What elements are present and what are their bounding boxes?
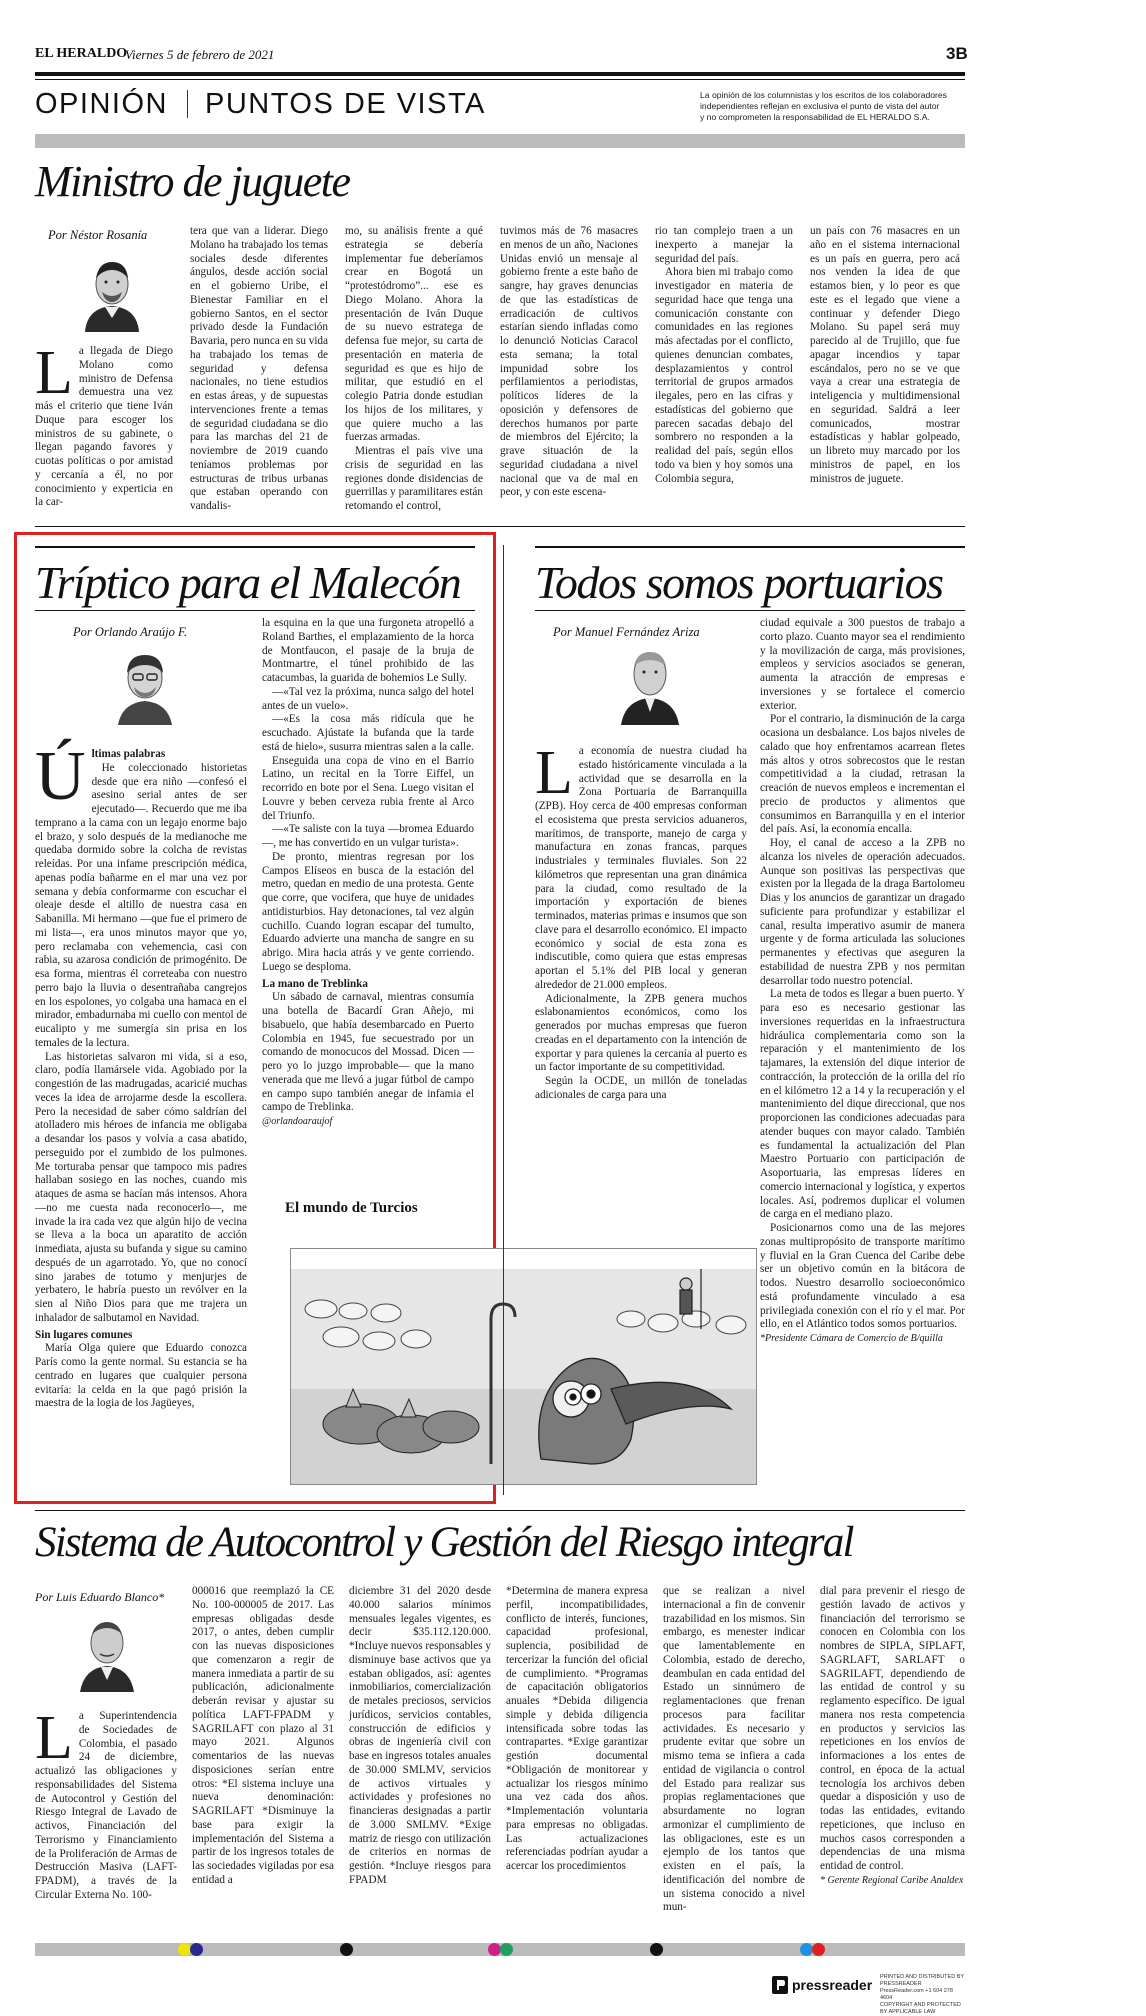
- drop-cap: L: [535, 739, 573, 807]
- pressreader-brand: pressreader: [792, 1977, 873, 1993]
- masthead-rule-thin: [35, 79, 965, 80]
- paragraph: Las historietas salvaron mi vida, si a eso, claro, podía llamársele vida. Agobiado por la congestión de las madrugadas, acaricié muchas veces la idea de arrojarme desde la escollera. Pero la necesidad de saber cómo saldrían del atolladero mis héroes de infancia me obligaba a desandar los pasos y volvía a casa abatido, perseguido por el zumbido de los pulmones. Me torturaba pensar que tampoco mis padres hallaban sosiego en las noches, cuando mis ataques de asma se hacían más intensos. Ahora —no me cuesta nada reconocerlo—, me invade la ira cada vez que algún hijo de vecina se lleva a la boca un aparatito de acción inmediata, ajusta su bufanda y sigue su camino después de un agarrotado. Yo, que no conocí sino jarabes de totumo y menjurjes de yerbatero, le habría puesto un revólver en la sien al Niño Dios para que me trajera un inhalador de salbutamol en Navidad.: [35, 1050, 247, 1324]
- paragraph: Según la OCDE, un millón de toneladas adicionales de carga para una: [535, 1075, 747, 1101]
- registration-mark: [500, 1943, 513, 1956]
- headline-underline: [35, 610, 475, 611]
- author-portrait: [72, 1612, 142, 1692]
- article-column-1: [35, 738, 247, 1411]
- section-divider: [187, 90, 188, 118]
- paragraph: diciembre 31 del 2020 desde 40.000 salarios mínimos mensuales legales vigentes, es decir $35.112.120.000. *Incluye nuevos responsables y disminuye base activos que ya estaban obligados, así: agentes inmobiliarios, comercialización de metales preciosos, servicios jurídicos, servicios contables, construcción de edificios y obras de ingeniería civil con base en ingresos totales anuales de 30.000 SMLMV, servicios de activos virtuales y actividades y profesiones no financieras designadas a partir de 3.000 SMLMV. *Exige matriz de riesgo con utilización de criterios en normas de gestión. *Incluye riesgos para FPADM: [349, 1585, 491, 1886]
- disclaimer-line-3: y no comprometen la responsabilidad de EL HERALDO S.A.: [700, 112, 930, 122]
- fineprint-line: PRINTED AND DISTRIBUTED BY PRESSREADER: [880, 1974, 964, 1987]
- subhead: Sin lugares comunes: [35, 1328, 133, 1341]
- pressreader-icon: [772, 1976, 788, 1994]
- article-column-2: [760, 617, 965, 1346]
- paragraph: dial para prevenir el riesgo de gestión lavado de activos y financiación del terrorismo se conocen en Colombia con los nombres de SIPLA, SIPLAFT, SAGRLAFT, SARLAFT o SAGRILAFT, dependiendo de las entidad de control y su reglamento específico. De igual manera nos resta competencia en productos y servicios las repeticiones en los envíos de informaciones a los entes de control, en época de la actual tecnología los archivos deben quedar a disposición y uso de todas las entidades, evitando repeticiones, que incluso en muchos casos corresponden a dependencias de una misma entidad de control.: [820, 1585, 965, 1872]
- article-column-1: [35, 1704, 177, 1903]
- subhead: La mano de Treblinka: [262, 977, 368, 990]
- pressreader-logo: [772, 1976, 872, 1994]
- article-byline: Por Néstor Rosanía: [48, 228, 148, 242]
- paragraph: Hoy, el canal de acceso a la ZPB no alcanza los niveles de operación adecuados. Aunque son positivas las perspectivas que existen por la llegada de la draga Bartolomeu Dias y los anuncios de garantizar un dragado suficiente para profundizar y estabilizar el canal, resulta imperativo asumir de manera urgente y de forma articulada las soluciones permanentes y efectivas que aseguren la estabilidad de nuestra ZPB y nos permitan desarrollar todo nuestro potencial.: [760, 837, 965, 987]
- subsection-label: PUNTOS DE VISTA: [205, 88, 486, 120]
- paragraph: —«Tal vez la próxima, nunca salgo del hotel antes de un vuelo».: [262, 685, 474, 712]
- paragraph: Por el contrario, la disminución de la carga ocasiona un desbalance. Los bajos niveles de calado que hoy enfrentamos acarrean fletes más altos y otros sobrecostos que le restan competitividad a la ciudad, retrasan la creación de nuevos empleos e incrementan el precio de productos y alimentos que consumimos en Barranquilla y en el interior del país. Así, la economía encalla.: [760, 713, 965, 836]
- paragraph: Posicionarnos como una de las mejores zonas multipropósito de transporte marítimo y fluvial en la Gran Cuenca del Caribe debe ser un objetivo común en la bitácora de todos. Nuestro desarrollo socioeconómico está profundamente vinculado a esa privilegiada conexión con el río y el mar. Por ello, en el Atlántico todos somos portuarios.: [760, 1222, 965, 1331]
- paragraph: 000016 que reemplazó la CE No. 100-000005 de 2017. Las empresas obligadas desde 2017, o antes, deben cumplir con las nuevas disposiciones que comenzaron a regir de manera inmediata a partir de su publicación, adicionalmente deberán revisar y ajustar su política LAFT-FPADM y SAGRILAFT con plazo al 31 mayo 2021. Algunos comentarios de las nuevas disposiciones serían entre otros: *El sistema incluye una nueva denominación: SAGRILAFT *Disminuye la base para exigir la implementación del Sistema a partir de los ingresos totales de las sociedades vigiladas por esa entidad a: [192, 1585, 334, 1886]
- paragraph: la esquina en la que una furgoneta atropelló a Roland Barthes, el emplazamiento de la horca de Montfaucon, el pasaje de la bruja de Montmartre, el túnel prohibido de las catacumbas, la guarida de bohemios Le Sully.: [262, 617, 474, 684]
- headline-rule: [35, 546, 475, 548]
- paragraph: *Determina de manera expresa perfil, incompatibilidades, conflicto de interés, funciones, capacidad profesional, suplencia, posibilidad de tercerizar la función del oficial de cumplimiento. *Programas de capacitación obligatorios anuales *Debida diligencia simple y debida diligencia intensificada sobre todas las contrapartes. *Exige garantizar gestión documental *Obligación de monitorear y actualizar los riesgos mínimo una vez cada dos años. *Implementación voluntaria para empresas no obligadas. Las actualizaciones referenciadas podrían ayudar a acercar los procedimientos: [506, 1585, 648, 1872]
- cartoon-drawing: [291, 1249, 756, 1484]
- registration-mark: [812, 1943, 825, 1956]
- article-column-5: [655, 225, 793, 486]
- registration-mark: [650, 1943, 663, 1956]
- registration-mark: [190, 1943, 203, 1956]
- paragraph: He coleccionado historietas desde que era niño —confesó el asesino serial antes de ser ejecutado—. Recuerdo que me iba temprano a la cama con un legajo enorme bajo el brazo, y solo después de la medianoche me quedaba dormido sobre la colcha de revistas releídas. Por una infame prescripción médica, apenas podía bañarme en el mar una vez por semana y debía conformarme con escuchar el oleaje desde el altillo de nuestra casa en Sabanilla. Mi hermano —que fue el primero de mi lista—, era unos minutos mayor que yo, pero reclamaba con vehemencia, casi con rabia, su azarosa condición de primogénito. De esa forma, mientras él correteaba con nuestro perro bajo la lluvia o desentrañaba cangrejos en los espolones, yo colgaba una hamaca en el mirador, embadurnaba mi cuello con mentol de eucalipto y me sumergía sin prisa en los temales de la lectura.: [35, 761, 247, 1049]
- section-rule: [35, 1510, 965, 1511]
- paragraph: Enseguida una copa de vino en el Barrio Latino, un recital en la Torre Eiffel, un recorrido en bote por el Sena. Luego visitan el Louvre y beben cerveza rubia frente al Arco del Triunfo.: [262, 754, 474, 822]
- paragraph: a economía de nuestra ciudad ha estado históricamente vinculada a la actividad que se desarrolla en la Zona Portuaria de Barranquilla (ZPB). Hoy cerca de 400 empresas conforman el ecosistema que presta servicios aduaneros, marítimos, de transporte, manejo de carga y manufactura en zonas francas, parques industriales y terminales fluviales. Son 22 kilómetros que representan una gran dinámica para la ciudad, como resultado de la importación y exportación de bienes terminados, materias primas e insumos que son clave para el desarrollo económico. El impacto económico y social de esta zona es indiscutible, como quiera que estas empresas aportan el 5.1% del PIB local y generan alrededor de 21.000 empleos.: [535, 745, 747, 991]
- drop-cap: Ú: [35, 738, 86, 815]
- paragraph: La meta de todos es llegar a buen puerto. Y para eso es necesario gestionar las inversiones requeridas en la infraestructura hidráulica complementaria como son la reparación y el mantenimiento de los tajamares, la extensión del dique interior de contracción, la protección de la orilla del río en el kilómetro 12 a 14 y la recuperación y el mantenimiento del dique direccional, que nos proporcionen las condiciones adecuadas para atender buques con mayor calado. También es fundamental la actualización del Plan Maestro Portuario con participación de Asoportuaria, las empresas líderes en comercio internacional y logística, y expertos locales. Así, podremos duplicar el volumen de carga en el mediano plazo.: [760, 988, 965, 1221]
- article-column-2: [192, 1585, 334, 1888]
- paragraph: Mientras el país vive una crisis de seguridad en las regiones donde disidencias de guerrillas y paramilitares están retomando el control,: [345, 445, 483, 512]
- fineprint-line: COPYRIGHT AND PROTECTED BY APPLICABLE LAW: [880, 2002, 961, 2015]
- article-column-2: [262, 617, 474, 1129]
- paragraph: a llegada de Diego Molano como ministro de Defensa demuestra una vez más el criterio que tiene Iván Duque para escoger los ministros de su gabinete, o llegan pagando favores y cuotas políticas o por amistad y cercanía a él, no por conocimiento y experticia en la car-: [35, 345, 173, 509]
- author-signature: *Presidente Cámara de Comercio de B/quilla: [760, 1333, 943, 1344]
- grey-band-top: [35, 134, 965, 148]
- paragraph: rio tan complejo traen a un inexperto a manejar la seguridad del país.: [655, 225, 793, 265]
- article-byline: Por Luis Eduardo Blanco*: [35, 1590, 165, 1604]
- article-column-1: [535, 739, 747, 1103]
- cartoon: [290, 1248, 757, 1485]
- paragraph: un país con 76 masacres en un año en el sistema internacional es un país en guerra, pero acá nos venden la idea de que estamos bien, y lo peor es que este es el legado que viene a continuar y defender Diego Molano. Su papel será muy parecido al de Trujillo, que fue apagar incendios y tapar escándalos, pero no se ve que vaya a crear una estrategia de inteligencia y multidimensional en seguridad. Saldrá a leer comunicados, mostrar estadísticas y hablar golpeado, un libreto muy marcado por los ministros de papel, en los ministros de juguete.: [810, 225, 960, 485]
- article-headline: Ministro de juguete: [35, 157, 350, 206]
- article-byline: Por Orlando Araújo F.: [73, 625, 188, 639]
- disclaimer-line-2: independientes reflejan en exclusiva el punto de vista del autor: [700, 101, 940, 111]
- article-column-4: [500, 225, 638, 500]
- fineprint-line: PressReader.com +1 604 278 4604: [880, 1988, 953, 2001]
- article-headline: Sistema de Autocontrol y Gestión del Riesgo integral: [35, 1519, 853, 1566]
- paragraph: —«Te saliste con la tuya —bromea Eduardo—, me has convertido en un vulgar turista».: [262, 823, 474, 849]
- author-portrait: [77, 252, 147, 332]
- column-divider: [503, 545, 504, 1495]
- paragraph: Ahora bien mi trabajo como investigador en materia de seguridad hace que tenga una comunicación constante con comunidades en las regiones más afectadas por el conflicto, quienes denuncian combates, desplazamientos y control territorial de grupos armados ilegales, pero en las cifras y estadísticas del gobierno que parecen sacadas debajo del sombrero no responden a la realidad del país, según ellos todo va bien y hoy somos una Colombia segura,: [655, 266, 793, 485]
- headline-underline: [535, 610, 965, 611]
- article-column-3: [345, 225, 483, 514]
- paragraph: mo, su análisis frente a qué estrategia se debería implementar fue deberíamos crear en Bogotá un “protestódromo”... ese es Diego Molano. Ahora la presentación de Iván Duque de su nuevo estratega de defensa fue mejor, su carta de presentación en materia de seguridad es que es hijo de militar, que estudió en el colegio Patria donde estudian los hijos de los militares, y que quiere mucho a las fuerzas armadas.: [345, 225, 483, 444]
- headline-rule: [535, 546, 965, 548]
- paper-name: EL HERALDO: [35, 46, 128, 61]
- article-headline: Tríptico para el Malecón: [35, 557, 461, 608]
- article-byline: Por Manuel Fernández Ariza: [553, 625, 700, 639]
- paragraph: que se realizan a nivel internacional a fin de convenir trazabilidad en los mismos. Sin embargo, es menester indicar que lamentablemente en Colombia, estado de derecho, deambulan en cada entidad del Estado un sinnúmero de reglamentaciones que frenan procesos para facilitar actividades. Es necesario y prudente evitar que sobre un mismo tema se infiera a cada entidad de vigilancia o control del Estado para realizar sus propias reglamentaciones que absurdamente no logran armonizar el cumplimiento de las obligaciones, este es un ejemplo de los tantos que existen en el país, la identificación del nombre de un sistema conocido a nivel mun-: [663, 1585, 805, 1914]
- paragraph: Un sábado de carnaval, mientras consumía una botella de Bacardí Gran Añejo, mi bisabuelo, que había desembarcado en Puerto Colombia en 1945, fue secuestrado por un comando de monocucos del Mossad. Dicen —pero yo lo juzgo improbable— que la mano venerada que me llevó a jugar fútbol de campo en campo supo también anegar de infamia el campo de Treblinka.: [262, 991, 474, 1114]
- masthead-rule: [35, 72, 965, 76]
- subhead: ltimas palabras: [91, 748, 166, 760]
- disclaimer-line-1: La opinión de los columnistas y los escritos de los colaboradores: [700, 90, 947, 100]
- article-column-2: [190, 225, 328, 514]
- drop-cap: L: [35, 1704, 73, 1772]
- page-number: 3B: [946, 44, 968, 63]
- article-column-6: [820, 1585, 965, 1888]
- disclaimer: [700, 90, 965, 123]
- article-column-5: [663, 1585, 805, 1915]
- paragraph: tuvimos más de 76 masacres en menos de un año, Naciones Unidas envió un mensaje al gobierno frente a este baño de sangre, hay graves denuncias de que las estadísticas de erradicación de cultivos estarían siendo infladas como lo denunció Noticias Caracol esta semana; la total impunidad sobre los perfilamientos a periodistas, políticos líderes de la oposición y defensores de derechos humanos por parte de miembros del Ejército; la grave situación de la seguridad ciudadana a nivel nacional que va de mal en peor, y con este escena-: [500, 225, 638, 499]
- drop-cap: L: [35, 339, 73, 407]
- registration-mark: [340, 1943, 353, 1956]
- author-handle: @orlandoaraujof: [262, 1116, 333, 1127]
- article-column-1: [35, 339, 173, 510]
- paragraph: De pronto, mientras regresan por los Campos Elíseos en busca de la estación del metro, quedan en medio de una protesta. Gente que corre, que vocifera, que huye de unidades antidisturbios. Hay detonaciones, tal vez algún cuchillo. Cuando logran escapar del tumulto, Eduardo advierte una mancha de sangre en su abrigo. Mira hacia atrás y ve gente corriendo. Luego se desploma.: [262, 850, 474, 973]
- paragraph: a Superintendencia de Sociedades de Colombia, el pasado 24 de diciembre, actualizó las obligaciones y responsabilidades del Sistema de Autocontrol y Gestión del Riesgo Integral de Lavado de activos, Financiación del Terrorismo y Financiamiento de la Proliferación de Armas de Destrucción Masiva (LAFT-FPADM), a través de la Circular Externa No. 100-: [35, 1710, 177, 1901]
- article-column-3: [349, 1585, 491, 1888]
- paragraph: Adicionalmente, la ZPB genera muchos eslabonamientos económicos, como los generados por muchas empresas que fueron creadas en el departamento con la intención de exportar y para quienes la cercanía al puerto es un factor importante de su competitividad.: [535, 992, 747, 1074]
- section-label: OPINIÓN: [35, 88, 168, 120]
- pressreader-fineprint: [880, 1974, 965, 2016]
- article-column-4: [506, 1585, 648, 1874]
- paragraph: tera que van a liderar. Diego Molano ha trabajado los temas sociales desde diferentes ángulos, desde acción social en el gobierno Uribe, el Bienestar Familiar en el gobierno Santos, en el sector privado desde la Fundación Bavaria, pero nunca en su vida ha trabajado los temas de seguridad y defensa nacionales, no tiene estudios en estas áreas, y de supuestas intervenciones frente a temas de seguridad ciudadana se dio para las marchas del 21 de noviembre de 2019 cuando teníamos problemas por estructuras de tribus urbanas que estaban operando con vandalis-: [190, 225, 328, 512]
- paragraph: —«Es la cosa más ridícula que he escuchado. Ajústate la bufanda que la tarde está de hielo», susurra mientras salen a la calle.: [262, 713, 474, 753]
- section-rule: [35, 526, 965, 527]
- cartoon-section-title: El mundo de Turcios: [285, 1200, 418, 1216]
- author-portrait: [110, 645, 180, 725]
- author-signature: * Gerente Regional Caribe Analdex: [820, 1874, 964, 1886]
- article-column-6: [810, 225, 960, 486]
- author-portrait: [615, 640, 685, 725]
- article-headline: Todos somos portuarios: [535, 557, 943, 608]
- paragraph: María Olga quiere que Eduardo conozca París como la gente normal. Su estancia se ha centrado en lugares que cualquier persona evitaría: la celda en la que pagó prisión la maestra de la logia de los Jagüeyes,: [35, 1342, 247, 1410]
- paragraph: ciudad equivale a 300 puestos de trabajo a corto plazo. Cuanto mayor sea el rendimiento y la movilización de carga, más provisiones, empleos y servicios asociados se generan, aumenta la atracción de empresas e inversiones y se fortalece el comercio exterior.: [760, 617, 965, 712]
- issue-date: Viernes 5 de febrero de 2021: [125, 47, 275, 62]
